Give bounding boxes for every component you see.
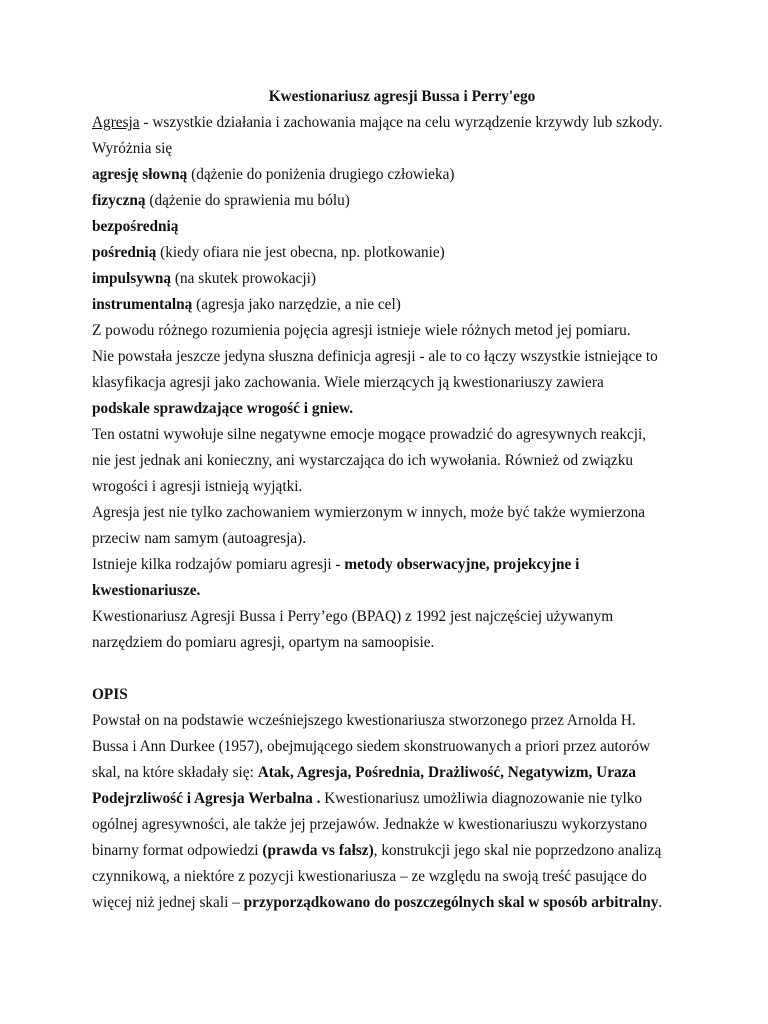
type-desc: (na skutek prowokacji) bbox=[171, 270, 316, 287]
type-term: pośrednią bbox=[92, 244, 157, 261]
type-term: agresję słowną bbox=[92, 166, 188, 183]
paragraph-autoaggression-line: przeciw nam samym (autoagresja). bbox=[92, 530, 307, 547]
paragraph-methods: Z powodu różnego rozumienia pojęcia agresji istnieje wiele różnych metod jej pomiaru. bbox=[92, 322, 631, 339]
opis-scales: Podejrzliwość i Agresja Werbalna . bbox=[92, 790, 321, 807]
type-item-impulsive bbox=[92, 266, 692, 292]
paragraph-definition-line: klasyfikacja agresji jako zachowania. Wiele mierzących ją kwestionariuszy zawiera bbox=[92, 374, 604, 391]
paragraph-bpaq-line: narzędziem do pomiaru agresji, opartym na samoopisie. bbox=[92, 634, 435, 651]
type-item-direct bbox=[92, 214, 692, 240]
type-term: instrumentalną bbox=[92, 296, 193, 313]
opis-text: więcej niż jednej skali – bbox=[92, 894, 244, 911]
paragraph-anger-line: wrogości i agresji istnieją wyjątki. bbox=[92, 478, 303, 495]
opis-line: czynnikową, a niektóre z pozycji kwestionariusza – ze względu na swoją treść pasujące do bbox=[92, 868, 647, 885]
opis-line: Powstał on na podstawie wcześniejszego kwestionariusza stworzonego przez Arnolda H. bbox=[92, 712, 636, 729]
opis-arbitrary: przyporządkowano do poszczególnych skal w sposób arbitralny bbox=[243, 894, 659, 911]
type-item-instrumental bbox=[92, 292, 692, 318]
opis-line bbox=[92, 760, 692, 786]
type-term: impulsywną bbox=[92, 270, 172, 287]
paragraph-anger-line: Ten ostatni wywołuje silne negatywne emocje mogące prowadzić do agresywnych reakcji, bbox=[92, 426, 647, 443]
opis-line: ogólnej agresywności, ale także jej przejawów. Jednakże w kwestionariuszu wykorzystano bbox=[92, 816, 648, 833]
type-item-indirect bbox=[92, 240, 692, 266]
paragraph-measurement-line bbox=[92, 552, 692, 578]
paragraph-measurement-line: kwestionariusze. bbox=[92, 582, 201, 599]
type-desc: (kiedy ofiara nie jest obecna, np. plotkowanie) bbox=[156, 244, 445, 261]
type-desc: (dążenie do sprawienia mu bólu) bbox=[145, 192, 350, 209]
measurement-methods: metody obserwacyjne, projekcyjne i bbox=[344, 556, 580, 573]
opis-line bbox=[92, 838, 692, 864]
opis-format: (prawda vs fałsz) bbox=[262, 842, 374, 859]
blank-line bbox=[92, 656, 692, 682]
type-item-physical bbox=[92, 188, 692, 214]
document-title: Kwestionariusz agresji Bussa i Perry'ego bbox=[268, 88, 536, 105]
paragraph-definition-line: podskale sprawdzające wrogość i gniew. bbox=[92, 400, 354, 417]
paragraph-autoaggression-line: Agresja jest nie tylko zachowaniem wymierzonym w innych, może być także wymierzona bbox=[92, 504, 646, 521]
type-term: fizyczną bbox=[92, 192, 146, 209]
definition-text: - wszystkie działania i zachowania mające na celu wyrządzenie krzywdy lub szkody. bbox=[139, 114, 663, 131]
opis-line bbox=[92, 786, 692, 812]
document-page bbox=[92, 84, 692, 916]
opis-scales: Atak, Agresja, Pośrednia, Drażliwość, Negatywizm, Uraza bbox=[257, 764, 637, 781]
type-term: bezpośrednią bbox=[92, 218, 179, 235]
distinguish-line: Wyróżnia się bbox=[92, 140, 173, 157]
section-heading-opis: OPIS bbox=[92, 686, 128, 703]
opis-text: Kwestionariusz umożliwia diagnozowanie nie tylko bbox=[320, 790, 643, 807]
definition-term: Agresja bbox=[92, 114, 140, 131]
paragraph-bpaq-line: Kwestionariusz Agresji Bussa i Perry’ego (BPAQ) z 1992 jest najczęściej używanym bbox=[92, 608, 614, 625]
paragraph-definition-line: Nie powstała jeszcze jedyna słuszna definicja agresji - ale to co łączy wszystkie istniejące to bbox=[92, 348, 658, 365]
opis-line: Bussa i Ann Durkee (1957), obejmującego siedem skonstruowanych a priori przez autorów bbox=[92, 738, 651, 755]
paragraph-anger-line: nie jest jednak ani konieczny, ani wystarczająca do ich wywołania. Również od związku bbox=[92, 452, 633, 469]
opis-text: , konstrukcji jego skal nie poprzedzono analizą bbox=[373, 842, 662, 859]
opis-line bbox=[92, 890, 692, 916]
opis-text: skal, na które składały się: bbox=[92, 764, 258, 781]
definition-line bbox=[92, 110, 692, 136]
opis-text: binarny format odpowiedzi bbox=[92, 842, 263, 859]
measurement-text: Istnieje kilka rodzajów pomiaru agresji - bbox=[92, 556, 345, 573]
type-desc: (dążenie do poniżenia drugiego człowieka) bbox=[187, 166, 455, 183]
opis-text: . bbox=[658, 894, 663, 911]
type-desc: (agresja jako narzędzie, a nie cel) bbox=[192, 296, 401, 313]
type-item-verbal bbox=[92, 162, 692, 188]
